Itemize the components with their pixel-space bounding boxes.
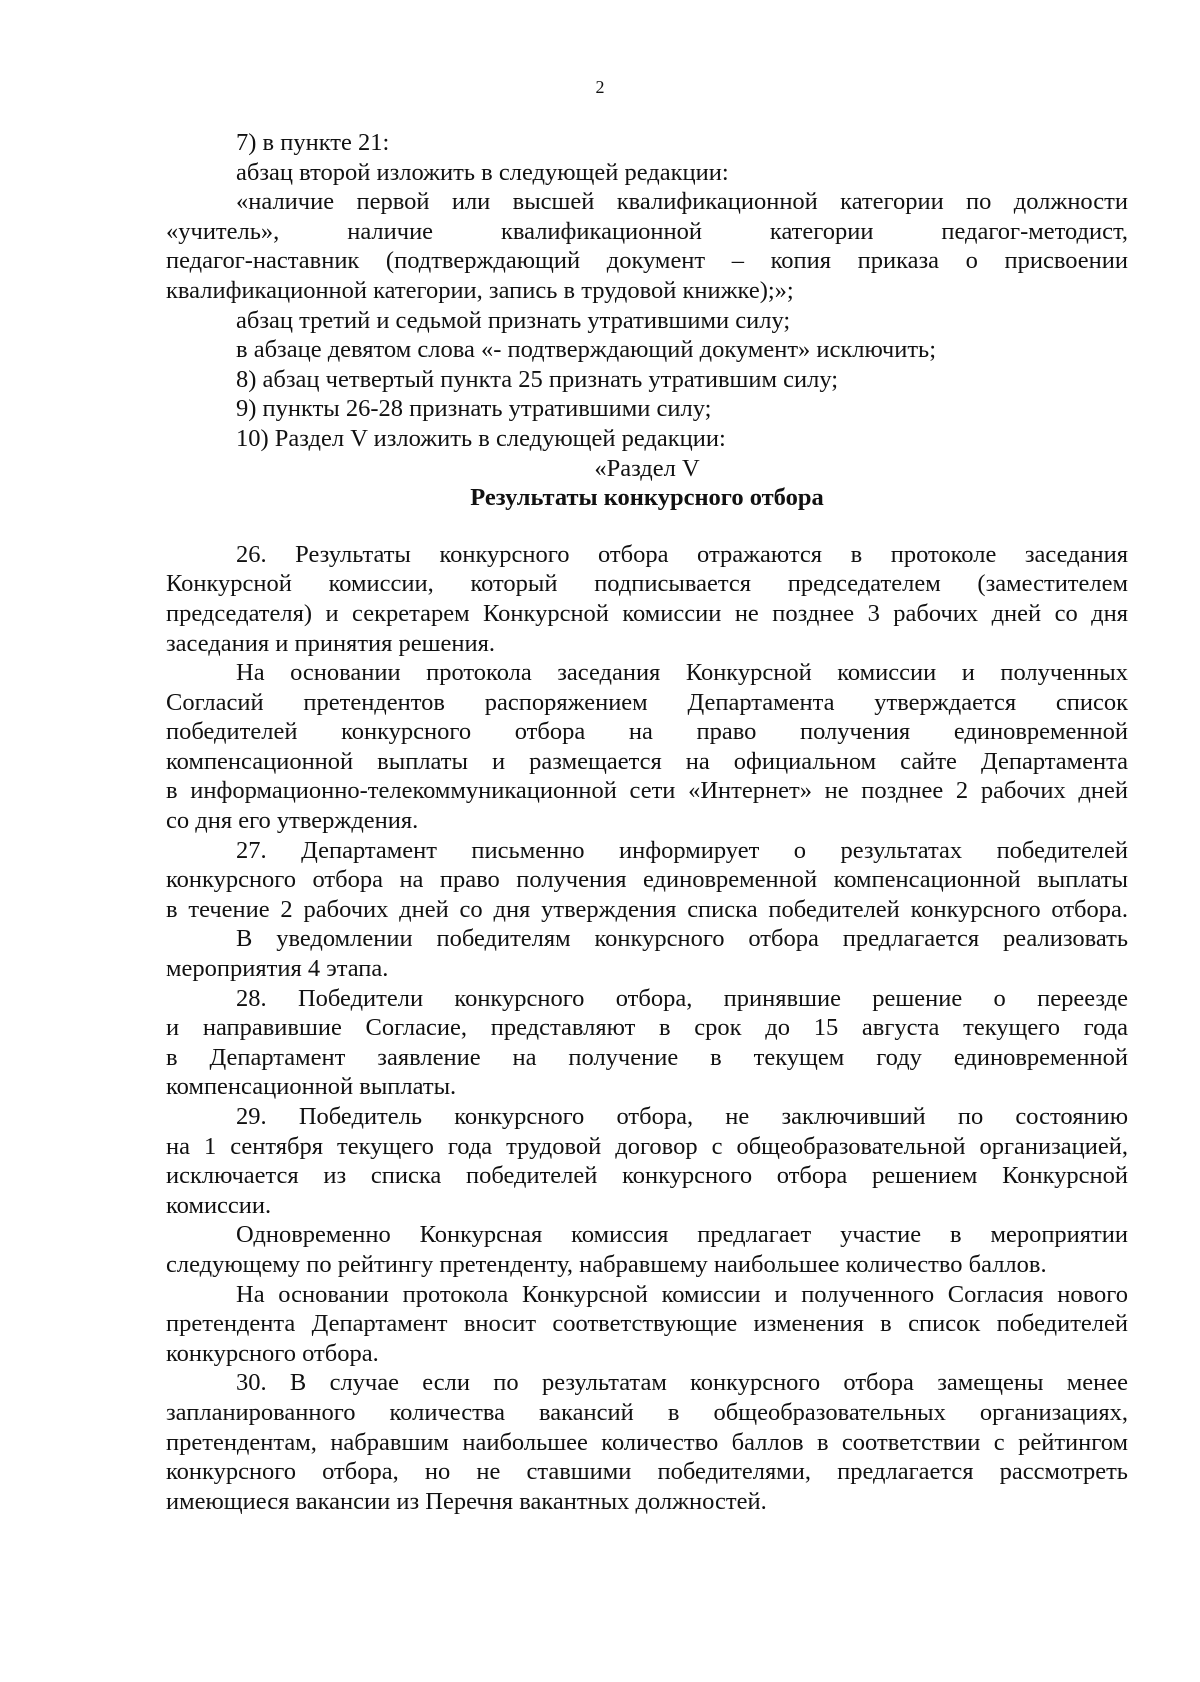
paragraph-26b-line: компенсационной выплаты и размещается на официальном сайте Департамента	[166, 747, 1128, 775]
quoted-text-line: квалификационной категории, запись в трудовой книжке);»;	[166, 276, 794, 304]
paragraph-27-line: 27. Департамент письменно информирует о результатах победителей	[236, 836, 1128, 864]
paragraph-30-line: запланированного количества вакансий в общеобразовательных организациях,	[166, 1398, 1128, 1426]
paragraph-26-line: Конкурсной комиссии, который подписывается председателем (заместителем	[166, 570, 1128, 598]
amendment-paragraph-3: абзац третий и седьмой признать утратившими силу;	[236, 306, 791, 334]
amendment-item-7: 7) в пункте 21:	[236, 129, 390, 156]
spacer	[166, 513, 1128, 540]
paragraph-26-line: 26. Результаты конкурсного отбора отражаются в протоколе заседания	[236, 540, 1128, 568]
amendment-paragraph-2: абзац второй изложить в следующей редакции:	[236, 158, 729, 186]
paragraph-28-line: 28. Победители конкурсного отбора, принявшие решение о переезде	[236, 984, 1128, 1012]
paragraph-29b-line: следующему по рейтингу претенденту, набравшему наибольшее количество баллов.	[166, 1250, 1047, 1278]
paragraph-29-line: на 1 сентября текущего года трудовой договор с общеобразовательной организацией,	[166, 1132, 1128, 1160]
document-body	[166, 128, 1128, 1516]
paragraph-26-line: заседания и принятия решения.	[166, 629, 496, 657]
quoted-text-line: «наличие первой или высшей квалификационной категории по должности	[236, 188, 1128, 216]
paragraph-27b-line: мероприятия 4 этапа.	[166, 955, 389, 983]
paragraph-29c-line: На основании протокола Конкурсной комиссии и полученного Согласия нового	[236, 1280, 1128, 1308]
paragraph-29-line: 29. Победитель конкурсного отбора, не заключивший по состоянию	[236, 1103, 1128, 1130]
paragraph-28-line: компенсационной выплаты.	[166, 1073, 457, 1101]
paragraph-29-line: исключается из списка победителей конкурсного отбора решением Конкурсной	[166, 1162, 1128, 1190]
paragraph-26b-line: Согласий претендентов распоряжением Департамента утверждается список	[166, 688, 1128, 716]
paragraph-29b-line: Одновременно Конкурсная комиссия предлагает участие в мероприятии	[236, 1221, 1128, 1249]
paragraph-29c-line: претендента Департамент вносит соответствующие изменения в список победителей	[166, 1310, 1128, 1338]
page-number: 2	[595, 77, 605, 97]
paragraph-30-line: имеющиеся вакансии из Перечня вакантных должностей.	[166, 1487, 767, 1515]
paragraph-28-line: в Департамент заявление на получение в текущем году единовременной	[166, 1043, 1128, 1071]
paragraph-28-line: и направившие Согласие, представляют в срок до 15 августа текущего года	[166, 1014, 1128, 1042]
amendment-item-8: 8) абзац четвертый пункта 25 признать утратившим силу;	[236, 365, 839, 393]
paragraph-27-line: конкурсного отбора на право получения единовременной компенсационной выплаты	[166, 866, 1128, 894]
paragraph-26-line: председателя) и секретарем Конкурсной комиссии не позднее 3 рабочих дней со дня	[166, 599, 1128, 627]
section-title: Результаты конкурсного отбора	[470, 484, 824, 512]
paragraph-30-line: конкурсного отбора, но не ставшими победителями, предлагается рассмотреть	[166, 1458, 1128, 1486]
paragraph-27b-line: В уведомлении победителям конкурсного отбора предлагается реализовать	[236, 925, 1128, 953]
quoted-text-line: «учитель», наличие квалификационной категории педагог-методист,	[166, 217, 1128, 245]
paragraph-26b-line: На основании протокола заседания Конкурсной комиссии и полученных	[236, 659, 1128, 687]
paragraph-27-line: в течение 2 рабочих дней со дня утверждения списка победителей конкурсного отбора.	[166, 895, 1128, 923]
amendment-item-10: 10) Раздел V изложить в следующей редакции:	[236, 424, 726, 452]
paragraph-26b-line: победителей конкурсного отбора на право получения единовременной	[166, 718, 1128, 746]
section-label: «Раздел V	[594, 454, 700, 482]
paragraph-29c-line: конкурсного отбора.	[166, 1339, 379, 1367]
quoted-text-line: педагог-наставник (подтверждающий документ – копия приказа о присвоении	[166, 247, 1128, 275]
paragraph-29-line: комиссии.	[166, 1191, 272, 1219]
paragraph-26b-line: в информационно-телекоммуникационной сети «Интернет» не позднее 2 рабочих дней	[166, 777, 1128, 805]
paragraph-30-line: претендентам, набравшим наибольшее количество баллов в соответствии с рейтингом	[166, 1428, 1128, 1456]
paragraph-30-line: 30. В случае если по результатам конкурсного отбора замещены менее	[236, 1369, 1128, 1397]
amendment-item-9: 9) пункты 26-28 признать утратившими силу;	[236, 395, 712, 423]
amendment-paragraph-9: в абзаце девятом слова «- подтверждающий документ» исключить;	[236, 336, 937, 364]
paragraph-26b-line: со дня его утверждения.	[166, 807, 419, 835]
